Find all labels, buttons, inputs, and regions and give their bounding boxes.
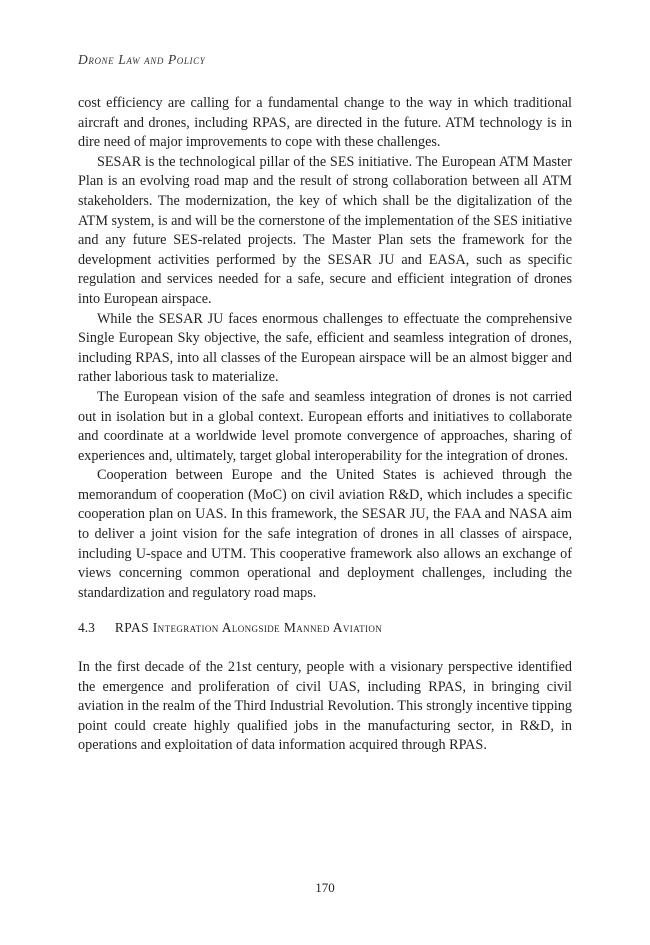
paragraph-continued: cost efficiency are calling for a fundamental change to the way in which traditional aircraft and drones, including RPAS, are directed in the future. ATM technology is in dire need of major improvements to cope with these challenges.	[78, 95, 572, 151]
section-heading	[78, 620, 572, 636]
paragraph-sesar-pillar: SESAR is the technological pillar of the SES initiative. The European ATM Master Plan is an evolving road map and the result of strong collaboration between all ATM stakeholders. The modernization, the key of which shall be the digitalization of the ATM system, is and will be the cornerstone of the implementation of the SES initiative and any future SES-related projects. The Master Plan sets the framework for the development activities performed by the SESAR JU and EASA, such as specific regulation and services needed for a safe, secure and efficient integration of drones into European airspace.	[78, 153, 572, 307]
paragraph-rpas-integration: In the first decade of the 21st century, people with a visionary perspective identified the emergence and proliferation of civil UAS, including RPAS, in bringing civil aviation in the realm of the Third Industrial Revolution. This strongly incentive tipping point could create highly qualified jobs in the manufacturing sector, in R&D, in operations and exploitation of data information acquired through RPAS.	[78, 659, 572, 754]
section-number: 4.3	[78, 620, 95, 635]
paragraph-european-vision: The European vision of the safe and seamless integration of drones is not carried out in isolation but in a global context. European efforts and initiatives to collaborate and coordinate at a worldwide level promote convergence of approaches, sharing of experiences and, ultimately, target global interoperability for the integration of drones.	[78, 388, 572, 464]
section-body	[78, 658, 572, 756]
body-text	[78, 94, 572, 603]
running-head: Drone Law and Policy	[78, 52, 206, 67]
paragraph-sesar-challenges: While the SESAR JU faces enormous challenges to effectuate the comprehensive Single European Sky objective, the safe, efficient and seamless integration of drones, including RPAS, into all classes of the European airspace will be an almost bigger and rather laborious task to materialize.	[78, 310, 572, 386]
section-title: RPAS Integration Alongside Manned Aviation	[114, 620, 383, 635]
page-number: 170	[315, 880, 335, 895]
paragraph-eu-us-cooperation: Cooperation between Europe and the United States is achieved through the memorandum of cooperation (MoC) on civil aviation R&D, which includes a specific cooperation plan on UAS. In this framework, the SESAR JU, the FAA and NASA aim to deliver a joint vision for the safe integration of drones in all classes of airspace, including U-space and UTM. This cooperative framework also allows an exchange of views concerning common operational and deployment challenges, including the standardization and regulatory road maps.	[78, 467, 572, 601]
